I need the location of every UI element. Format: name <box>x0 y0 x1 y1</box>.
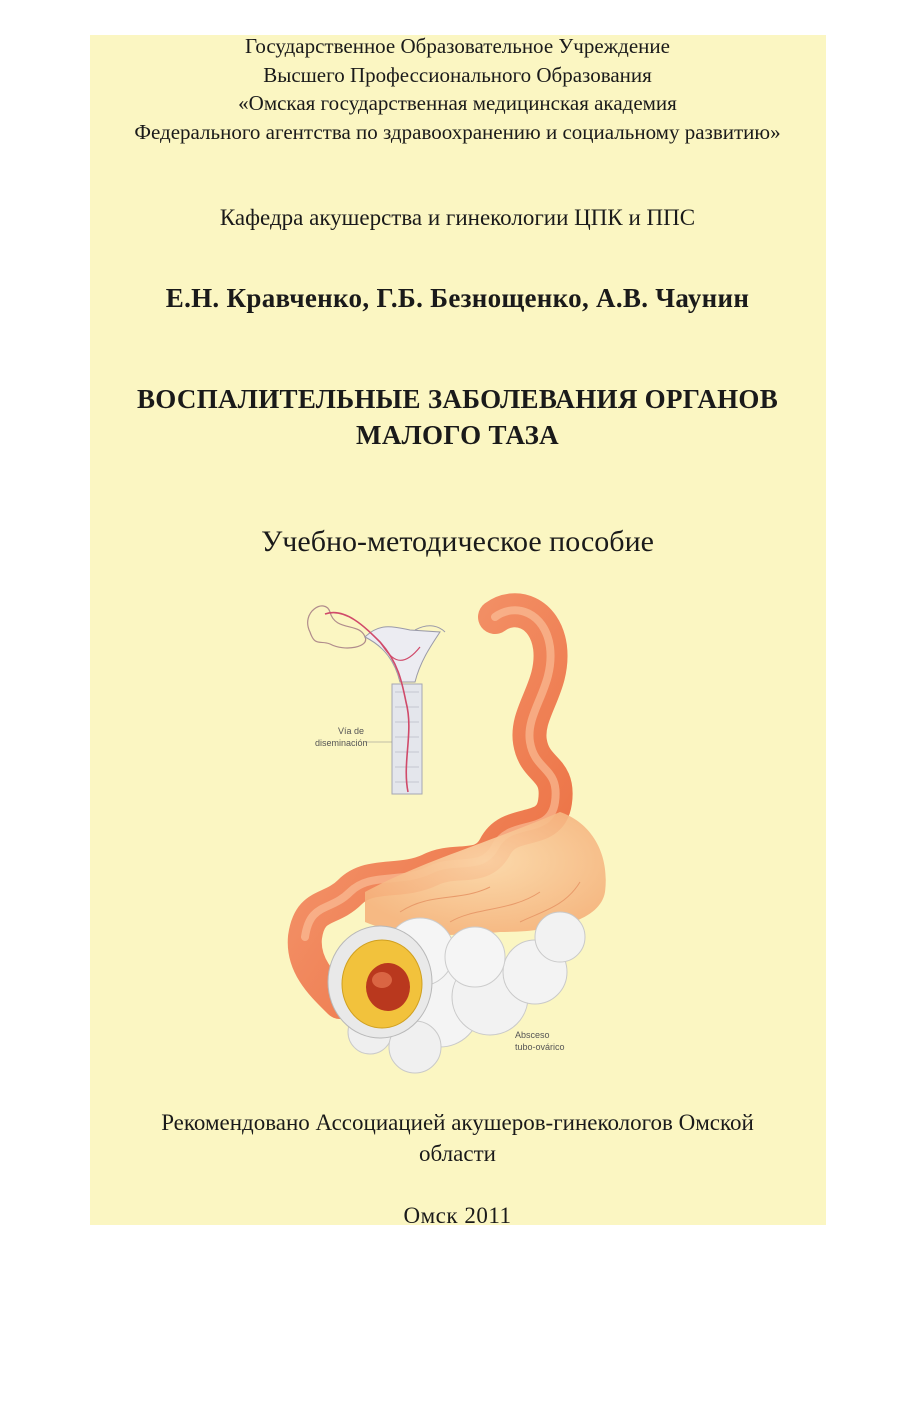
city-year: Омск 2011 <box>403 1203 512 1228</box>
book-title <box>0 381 915 453</box>
title-line: МАЛОГО ТАЗА <box>356 420 559 450</box>
institution-line: «Омская государственная медицинская академия <box>238 91 677 115</box>
anatomy-illustration <box>270 592 650 1082</box>
ovary-cross-section <box>328 926 432 1038</box>
uterus-schematic <box>308 606 445 794</box>
department-name: Кафедра акушерства и гинекологии ЦПК и ППС <box>219 205 696 230</box>
institution-line: Высшего Профессионального Образования <box>263 62 652 87</box>
institution-line: Государственное Образовательное Учреждение <box>245 34 670 58</box>
label-abscess-line2: tubo-ovárico <box>515 1042 565 1052</box>
institution-line: Федерального агентства по здравоохранению и социальному развитию» <box>134 119 781 144</box>
authors: Е.Н. Кравченко, Г.Б. Безнощенко, А.В. Чаунин <box>165 283 750 313</box>
label-spread-line2: diseminación <box>315 738 368 748</box>
recommendation-line: области <box>419 1141 496 1166</box>
book-subtitle: Учебно-методическое пособие <box>261 525 654 558</box>
institution-header <box>0 31 915 145</box>
label-abscess-line1: Absceso <box>515 1030 550 1040</box>
recommendation <box>0 1107 915 1169</box>
label-spread-line1: Vía de <box>338 726 365 736</box>
title-line: ВОСПАЛИТЕЛЬНЫЕ ЗАБОЛЕВАНИЯ ОРГАНОВ <box>136 384 779 414</box>
recommendation-line: Рекомендовано Ассоциацией акушеров-гинекологов Омской <box>161 1110 754 1135</box>
